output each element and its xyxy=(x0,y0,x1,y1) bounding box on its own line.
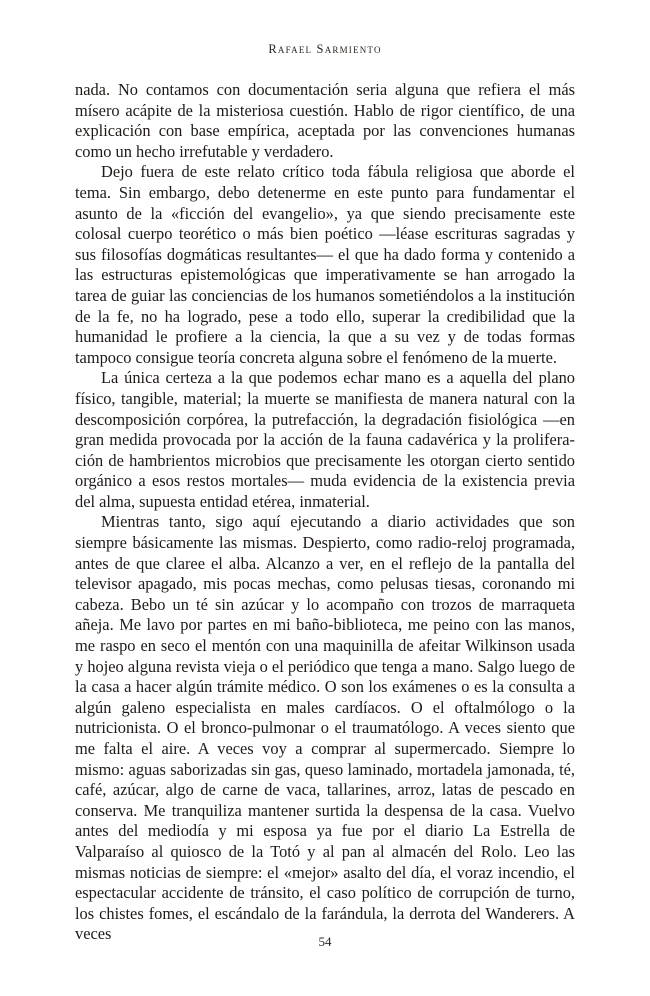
running-head-author: Rafael Sarmiento xyxy=(268,42,382,56)
paragraph-continuation: nada. No contamos con documentación seria alguna que refiera el más mísero acápite de la misteriosa cuestión. Hablo de rigor científico, de una explicación con base empírica, aceptada por las convenciones humanas como un hecho irrefutable y verdadero. xyxy=(75,80,575,161)
paragraph-religious-fable: Dejo fuera de este relato crítico toda fábula religiosa que aborde el tema. Sin embargo, debo detenerme en este punto para fundamentar el asunto de la «ficción del evangelio», ya que siendo precisamente este colosal cuerpo teorético o más bien poético —léase escrituras sagradas y sus filosofías dogmáticas resultantes— el que ha dado forma y contenido a las estructuras epistemológicas que imperativamente se han arrogado la tarea de guiar las conciencias de los humanos sometiéndolos a la institución de la fe, no ha logrado, pese a todo ello, superar la credibilidad que la humanidad le profiere a la ciencia, la que a su vez y de todas formas tampoco consigue teoría concreta alguna sobre el fenómeno de la muerte. xyxy=(75,162,575,367)
page-number: 54 xyxy=(318,934,332,949)
paragraph-only-certainty: La única certeza a la que podemos echar mano es a aquella del plano físico, tangible, material; la muerte se manifiesta de manera natural con la descomposición corpórea, la putrefacción, la degradación fisiológica —en gran medida provocada por la acción de la fauna cadavérica y la proliferación de hambrientos microbios que precisamente les otorgan cierto sentido orgánico a esos restos mortales— muda evidencia de la existencia previa del alma, supuesta entidad etérea, inmaterial. xyxy=(75,368,575,511)
body-text xyxy=(75,80,575,945)
paragraph-daily-routine: Mientras tanto, sigo aquí ejecutando a diario actividades que son siempre básicamente las mismas. Despierto, como radio-reloj programada, antes de que claree el alba. Alcanzo a ver, en el reflejo de la pantalla del televisor apagado, mis pocas mechas, como pelusas tiesas, coronando mi cabeza. Bebo un té sin azúcar y lo acompaño con trozos de marraqueta añeja. Me lavo por partes en mi baño-biblioteca, me peino con las manos, me raspo en seco el mentón con una maquinilla de afeitar Wilkinson usada y hojeo alguna revista vieja o el periódico que tenga a mano. Salgo luego de la casa a hacer algún trámite médico. O son los exámenes o es la consulta a algún galeno especialista en males cardíacos. O el oftalmólogo o la nutricionista. O el bronco-pulmonar o el traumatólogo. A veces siento que me falta el aire. A veces voy a comprar al supermercado. Siempre lo mismo: aguas saborizadas sin gas, queso laminado, mortadela jamonada, té, café, azúcar, algo de carne de vaca, tallarines, arroz, latas de pescado en conserva. Me tranquiliza mantener surtida la despensa de la casa. Vuelvo antes del mediodía y mi esposa ya fue por el diario La Estrella de Valparaíso al quiosco de la Totó y al pan al almacén del Rolo. Leo las mismas noticias de siempre: el «mejor» asalto del día, el voraz incendio, el espectacular accidente de tránsito, el caso político de corrupción de turno, los chistes fomes, el escándalo de la farándula, la derrota del Wanderers. A veces xyxy=(75,512,575,944)
